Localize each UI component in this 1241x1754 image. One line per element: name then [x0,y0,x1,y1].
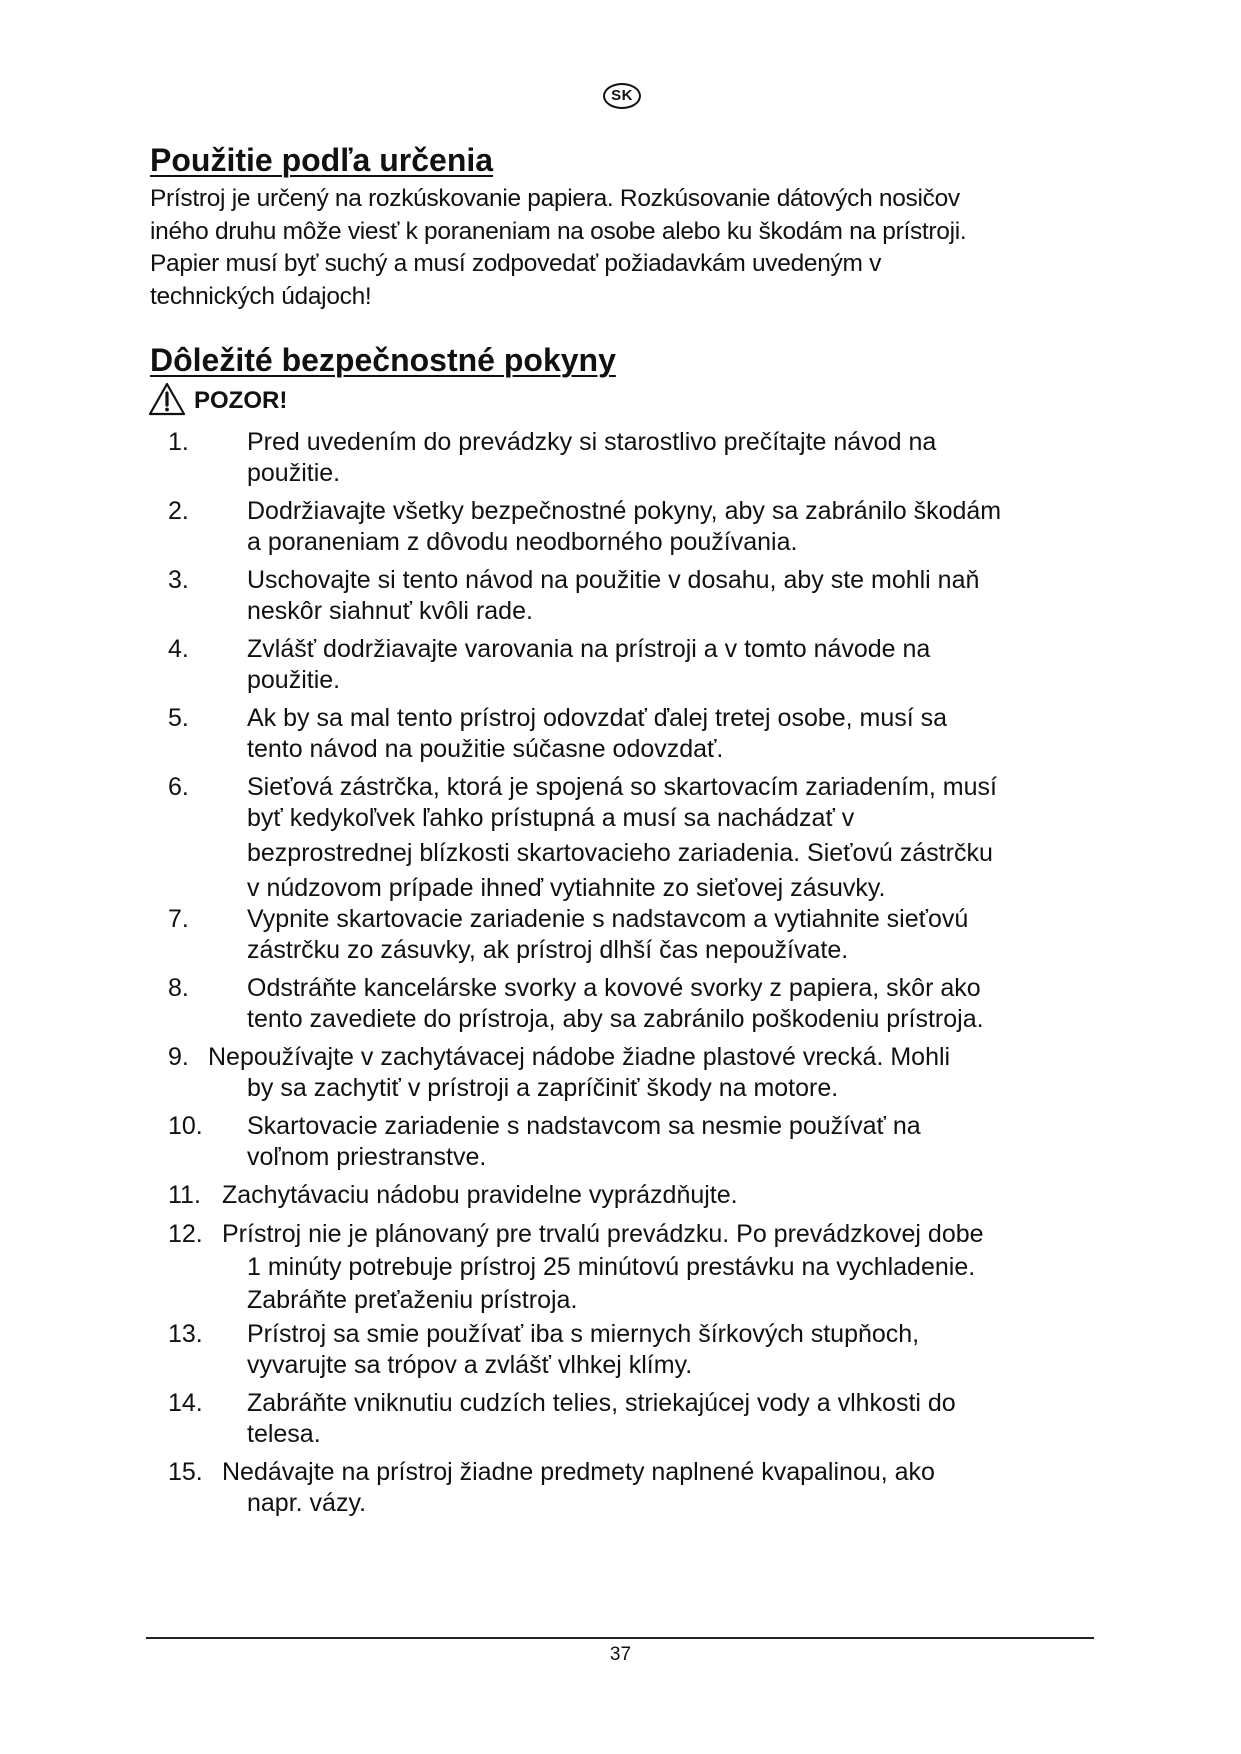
safety-item-line: tento návod na použitie súčasne odovzdať. [247,735,724,763]
page-number: 37 [609,1644,632,1665]
safety-item-line: telesa. [247,1420,321,1448]
section-title-intended-use: Použitie podľa určenia [150,142,494,178]
safety-item-number: 2. [168,497,189,525]
safety-item-line: by sa zachytiť v prístroji a zapríčiniť škody na motore. [247,1074,839,1102]
safety-item-line: Zabráňte preťaženiu prístroja. [247,1286,578,1314]
safety-item-number: 10. [168,1112,203,1140]
safety-item-number: 6. [168,773,189,801]
safety-item-line: Skartovacie zariadenie s nadstavcom sa nesmie používať na [247,1112,921,1140]
safety-item-number: 3. [168,566,189,594]
safety-item-line: Zvlášť dodržiavajte varovania na prístroji a v tomto návode na [247,635,931,663]
safety-item-line: neskôr siahnuť kvôli rade. [247,597,533,625]
intended-use-line: Papier musí byť suchý a musí zodpovedať požiadavkám uvedeným v [150,250,882,277]
intended-use-line: technických údajoch! [150,282,372,310]
safety-item-line: Uschovajte si tento návod na použitie v dosahu, aby ste mohli naň [247,566,980,594]
safety-item-line: napr. vázy. [247,1489,367,1517]
safety-item-line: zástrčku zo zásuvky, ak prístroj dlhší čas nepoužívate. [247,936,849,964]
safety-item-number: 11. [168,1181,201,1209]
warning-triangle-icon [148,382,186,416]
safety-item-line: a poraneniam z dôvodu neodborného používania. [247,528,798,556]
safety-item-line: byť kedykoľvek ľahko prístupná a musí sa nachádzať v [247,804,855,832]
safety-item-number: 5. [168,704,189,732]
safety-item-line: použitie. [247,459,341,487]
safety-item-line: v núdzovom prípade ihneď vytiahnite zo sieťovej zásuvky. [247,874,886,902]
safety-item-line: bezprostrednej blízkosti skartovacieho zariadenia. Sieťovú zástrčku [247,839,993,867]
intended-use-paragraph [150,183,1070,313]
safety-item-number: 13. [168,1320,203,1348]
safety-item-line: 1 minúty potrebuje prístroj 25 minútovú prestávku na vychladenie. [247,1253,976,1281]
safety-item-line: Zabráňte vniknutiu cudzích telies, striekajúcej vody a vlhkosti do [247,1389,956,1417]
intended-use-line: iného druhu môže viesť k poraneniam na osobe alebo ku škodám na prístroji. [150,217,967,245]
warning-label: POZOR! [194,387,288,414]
safety-item-line: tento zavediete do prístroja, aby sa zabránilo poškodeniu prístroja. [247,1005,984,1033]
safety-item-line: Odstráňte kancelárske svorky a kovové svorky z papiera, skôr ako [247,974,981,1002]
safety-item-line: Zachytávaciu nádobu pravidelne vyprázdňujte. [222,1181,738,1209]
warning-block [148,381,287,417]
safety-item-number: 4. [168,635,189,663]
intended-use-line: Prístroj je určený na rozkúskovanie papiera. Rozkúsovanie dátových nosičov [150,185,960,212]
safety-item-number: 9. [168,1043,189,1071]
section-title-safety: Dôležité bezpečnostné pokyny [150,342,616,378]
safety-item-line: Sieťová zástrčka, ktorá je spojená so skartovacím zariadením, musí [247,773,997,801]
safety-item-number: 1. [168,428,189,456]
safety-item-line: Nepoužívajte v zachytávacej nádobe žiadne plastové vrecká. Mohli [208,1043,951,1071]
safety-item-line: Vypnite skartovacie zariadenie s nadstavcom a vytiahnite sieťovú [247,905,969,933]
safety-item-number: 7. [168,905,189,933]
safety-item-line: Dodržiavajte všetky bezpečnostné pokyny, aby sa zabránilo škodám [247,497,1002,525]
safety-item-line: vyvarujte sa trópov a zvlášť vlhkej klímy. [247,1351,693,1379]
safety-item-line: Prístroj nie je plánovaný pre trvalú prevádzku. Po prevádzkovej dobe [222,1220,984,1248]
safety-item-line: voľnom priestranstve. [247,1143,487,1171]
safety-item-line: Pred uvedením do prevádzky si starostlivo prečítajte návod na [247,428,937,456]
safety-item-number: 12. [168,1220,203,1248]
safety-item-line: Ak by sa mal tento prístroj odovzdať ďalej tretej osobe, musí sa [247,704,948,732]
safety-item-number: 15. [168,1458,203,1486]
safety-item-number: 14. [168,1389,203,1417]
language-badge: SK [603,83,641,109]
footer-divider [146,1637,1094,1639]
safety-item-line: Prístroj sa smie používať iba s miernych šírkových stupňoch, [247,1320,920,1348]
safety-item-line: použitie. [247,666,341,694]
safety-item-line: Nedávajte na prístroj žiadne predmety naplnené kvapalinou, ako [222,1458,935,1486]
safety-item-number: 8. [168,974,189,1002]
